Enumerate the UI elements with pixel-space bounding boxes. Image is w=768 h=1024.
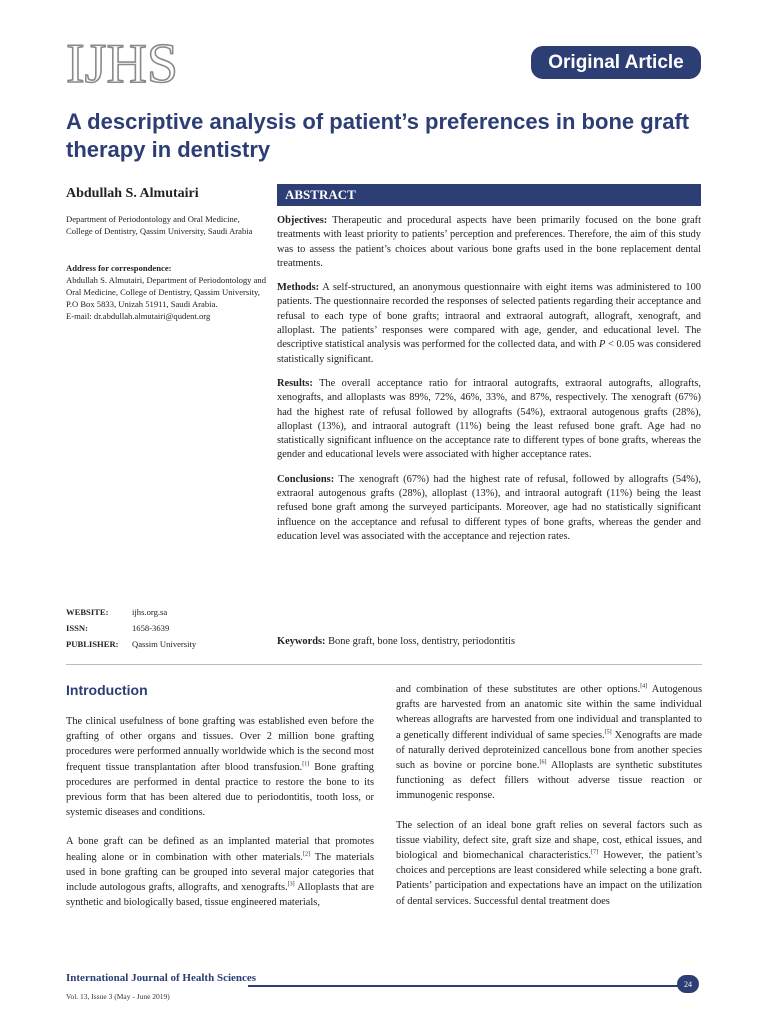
intro-paragraph-3: and combination of these substitutes are other options.[4] Autogenous grafts are harvested from an anatomic site within the same individual whereas allografts are harvested from one individual and transplanted to a genetically different individual of same species.[5] Xenografts are made of naturally derived deproteinized cancellous bone from another species such as bovine or porcine bone.[6] Alloplasts are synthetic substitutes functioning as defect fillers without adverse tissue reaction or immunogenic response. bbox=[396, 683, 702, 802]
body-column-left bbox=[66, 714, 374, 924]
introduction-heading: Introduction bbox=[66, 682, 148, 698]
citation[interactable]: [3] bbox=[287, 881, 295, 888]
intro-paragraph-4: The selection of an ideal bone graft relies on several factors such as tissue viability, defect site, graft size and shape, cost, ethical issues, and biological and biomechanical characteristics.[7] However, the patient’s choices and perceptions are least considered while selecting a bone graft. Patients’ participation and expectations have an impact on the utilization of dental services. Successful dental treatment does bbox=[396, 819, 702, 907]
footer-rule bbox=[248, 985, 678, 987]
abstract-results: Results: The overall acceptance ratio for intraoral autografts, extraoral autografts, allografts, xenografts, and alloplasts was 89%, 72%, 46%, 33%, and 87%, respectively. The xenograft (67%) had the highest rate of refusal followed by allografts (54%), extraoral autogenous grafts (28%), alloplast (13%), and intraoral autograft (11%) being the least refused bone graft. Age had no statistically significant influence on the acceptance rate to different types of bone grafts, whereas the gender and educational levels were associated with higher acceptance rates. bbox=[277, 377, 701, 461]
meta-website: WEBSITE: ijhs.org.sa bbox=[66, 604, 276, 620]
intro-paragraph-2: A bone graft can be defined as an implanted material that promotes healing alone or in combination with other materials.[2] The materials used in bone grafting can be grouped into several major categories that include autologous grafts, allografts, and xenografts.[3] Alloplasts that are synthetic and biologically based, tissue engineered materials, bbox=[66, 836, 374, 909]
keywords: Keywords: Bone graft, bone loss, dentistry, periodontitis bbox=[277, 636, 516, 647]
author-affiliation: Department of Periodontology and Oral Medicine, College of Dentistry, Qassim University, Saudi Arabia bbox=[66, 214, 253, 236]
meta-publisher: PUBLISHER: Qassim University bbox=[66, 639, 197, 649]
footer-volume: Vol. 13, Issue 3 (May - June 2019) bbox=[66, 992, 170, 1001]
meta-issn: ISSN: 1658-3639 bbox=[66, 623, 170, 633]
logo-text: IJHS bbox=[66, 33, 179, 95]
intro-paragraph-1: The clinical usefulness of bone grafting was established even before the grafting of other organs and tissues. Over 2 million bone grafting procedures were performed annually worldwide which is the second most frequent tissue transplantation after blood transfusion.[1] Bone grafting procedures are performed in dental practice to restore the bone to its previous form that has been altered due to periodontitis, tooth loss, or systemic diseases and conditions. bbox=[66, 716, 374, 819]
abstract-objectives: Objectives: Therapeutic and procedural aspects have been primarily focused on the bone graft treatments with least priority to patients’ perception and preferences. Therefore, the aim of this study was to assess the patient’s choices about various bone grafts used in the bone replacement dental treatments. bbox=[277, 215, 701, 269]
abstract-body bbox=[277, 214, 701, 554]
publication-meta bbox=[66, 604, 276, 652]
citation[interactable]: [2] bbox=[303, 851, 311, 858]
correspondence-email[interactable]: E-mail: dr.abdullah.almutairi@qudent.org bbox=[66, 311, 211, 321]
correspondence-block bbox=[66, 262, 266, 322]
journal-logo bbox=[66, 28, 179, 98]
author-name: Abdullah S. Almutairi bbox=[66, 186, 199, 201]
citation[interactable]: [6] bbox=[539, 759, 547, 766]
citation[interactable]: [1] bbox=[302, 761, 310, 768]
abstract-conclusions: Conclusions: The xenograft (67%) had the highest rate of refusal, followed by allografts (54%), extraoral autogenous grafts (28%), alloplast (13%), and intraoral autograft (11%) being the least refused bone graft among the surveyed participants. Moreover, age had no statistically significant influence on the acceptance and refusal to different types of bone grafts, whereas the gender and education level was associated with the acceptance and rejection rates. bbox=[277, 473, 701, 542]
correspondence-address: Abdullah S. Almutairi, Department of Periodontology and Oral Medicine, College of Dentistry, Qassim University, P.O Box 5833, Unizah 51911, Saudi Arabia. bbox=[66, 275, 267, 309]
abstract-heading: ABSTRACT bbox=[277, 184, 701, 206]
citation[interactable]: [4] bbox=[640, 683, 648, 690]
citation[interactable]: [7] bbox=[591, 849, 598, 856]
website-link[interactable]: ijhs.org.sa bbox=[132, 607, 168, 617]
body-column-right bbox=[396, 682, 702, 923]
abstract-methods: Methods: A self-structured, an anonymous questionnaire with eight items was administered to 100 patients. The questionnaire recorded the responses of selected patients regarding their acceptance and refusal to each type of bone grafts; intraoral and extraoral autograft, allograft, xenograft, and alloplast. The patients’ responses were compared with age, gender, and educational level. The descriptive statistical analysis was performed for the collected data, and with P < 0.05 was considered statistically significant. bbox=[277, 282, 701, 365]
article-type-badge: Original Article bbox=[531, 46, 701, 79]
citation[interactable]: [5] bbox=[604, 729, 612, 736]
section-divider bbox=[66, 664, 702, 665]
page-number: 24 bbox=[677, 975, 699, 993]
article-title: A descriptive analysis of patient’s preferences in bone graft therapy in dentistry bbox=[66, 109, 690, 162]
footer-journal-name: International Journal of Health Sciences bbox=[66, 972, 257, 984]
correspondence-label: Address for correspondence: bbox=[66, 263, 172, 273]
